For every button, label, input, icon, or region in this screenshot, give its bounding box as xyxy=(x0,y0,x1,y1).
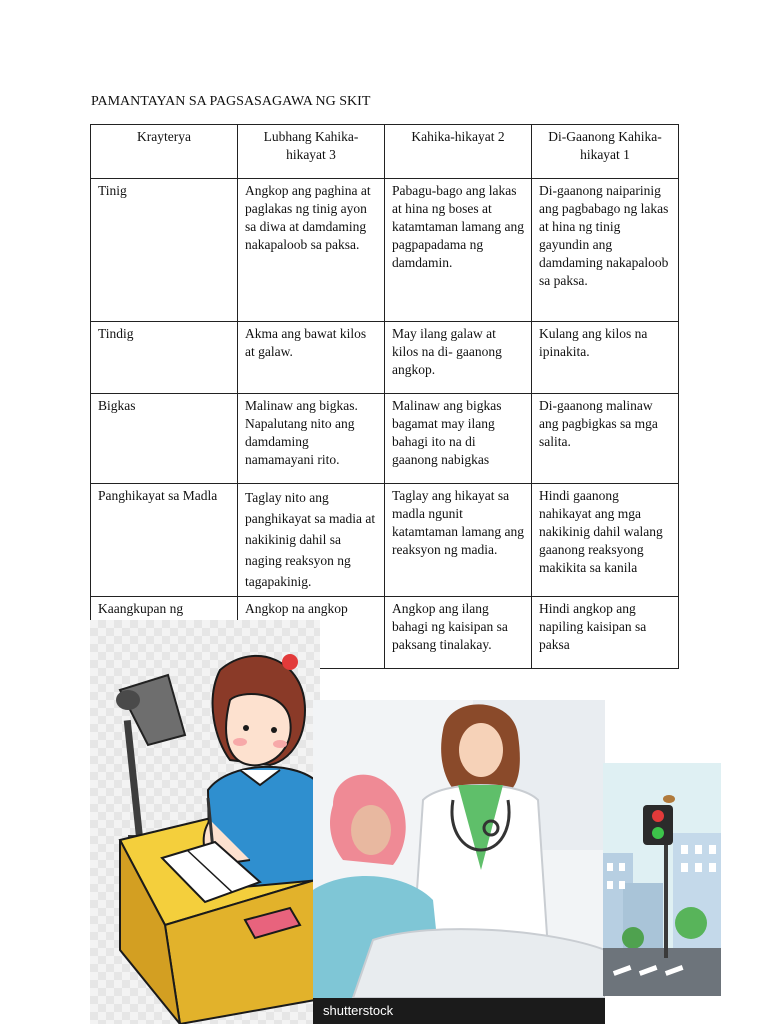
level-1-cell: Di-gaanong naiparinig ang pagbabago ng lakas at hina ng tinig gayundin ang damdaming nakapaloob sa paksa. xyxy=(532,179,679,322)
level-3-cell: Malinaw ang bigkas. Napalutang nito ang damdaming namamayani rito. xyxy=(238,394,385,484)
table-header-row xyxy=(91,125,679,179)
level-1-cell: Kulang ang kilos na ipinakita. xyxy=(532,322,679,394)
watermark-bar xyxy=(313,998,605,1024)
level-1-cell: Hindi angkop ang napiling kaisipan sa paksa xyxy=(532,597,679,669)
level-2-cell: Malinaw ang bigkas bagamat may ilang bahagi ito na di gaanong nabigkas xyxy=(385,394,532,484)
level-3-cell: Angkop ang paghina at paglakas ng tinig ayon sa diwa at damdaming nakapaloob sa paksa. xyxy=(238,179,385,322)
doctor-patient-drawing xyxy=(313,700,605,998)
level-2-cell: Pabagu-bago ang lakas at hina ng boses at katamtaman lamang ang pagpapadama ng damdamin. xyxy=(385,179,532,322)
header-level-1: Di-Gaanong Kahika-hikayat 1 xyxy=(532,125,679,179)
level-3-cell: Taglay nito ang panghikayat sa madia at nakikinig dahil sa naging reaksyon ng tagapakinig. xyxy=(238,484,385,597)
table-row xyxy=(91,394,679,484)
table-row xyxy=(91,484,679,597)
level-1-cell: Di-gaanong malinaw ang pagbigkas sa mga salita. xyxy=(532,394,679,484)
level-1-cell: Hindi gaanong nahikayat ang mga nakikinig dahil walang gaanong reaksyong makikita sa kanila xyxy=(532,484,679,597)
street-traffic-light-illustration xyxy=(603,763,721,996)
table-row xyxy=(91,179,679,322)
street-drawing xyxy=(603,763,721,996)
level-2-cell: Taglay ang hikayat sa madla ngunit katamtaman lamang ang reaksyon ng madia. xyxy=(385,484,532,597)
header-criteria: Krayterya xyxy=(91,125,238,179)
doctor-patient-illustration xyxy=(313,700,605,1024)
girl-studying-drawing xyxy=(90,620,320,1024)
criteria-cell: Panghikayat sa Madla xyxy=(91,484,238,597)
header-level-2: Kahika-hikayat 2 xyxy=(385,125,532,179)
girl-studying-illustration xyxy=(90,620,320,1024)
criteria-cell: Tindig xyxy=(91,322,238,394)
rubric-table xyxy=(90,124,679,669)
criteria-cell: Bigkas xyxy=(91,394,238,484)
document-title: PAMANTAYAN SA PAGSASAGAWA NG SKIT xyxy=(91,94,371,109)
watermark-text: shutterstock xyxy=(323,1003,394,1018)
level-3-cell: Angkop na angkop xyxy=(238,597,385,669)
criteria-cell: Tinig xyxy=(91,179,238,322)
criteria-cell: Kaangkupan ng xyxy=(91,597,238,669)
level-2-cell: May ilang galaw at kilos na di- gaanong angkop. xyxy=(385,322,532,394)
table-row xyxy=(91,322,679,394)
level-3-cell: Akma ang bawat kilos at galaw. xyxy=(238,322,385,394)
level-2-cell: Angkop ang ilang bahagi ng kaisipan sa paksang tinalakay. xyxy=(385,597,532,669)
header-level-3: Lubhang Kahika-hikayat 3 xyxy=(238,125,385,179)
